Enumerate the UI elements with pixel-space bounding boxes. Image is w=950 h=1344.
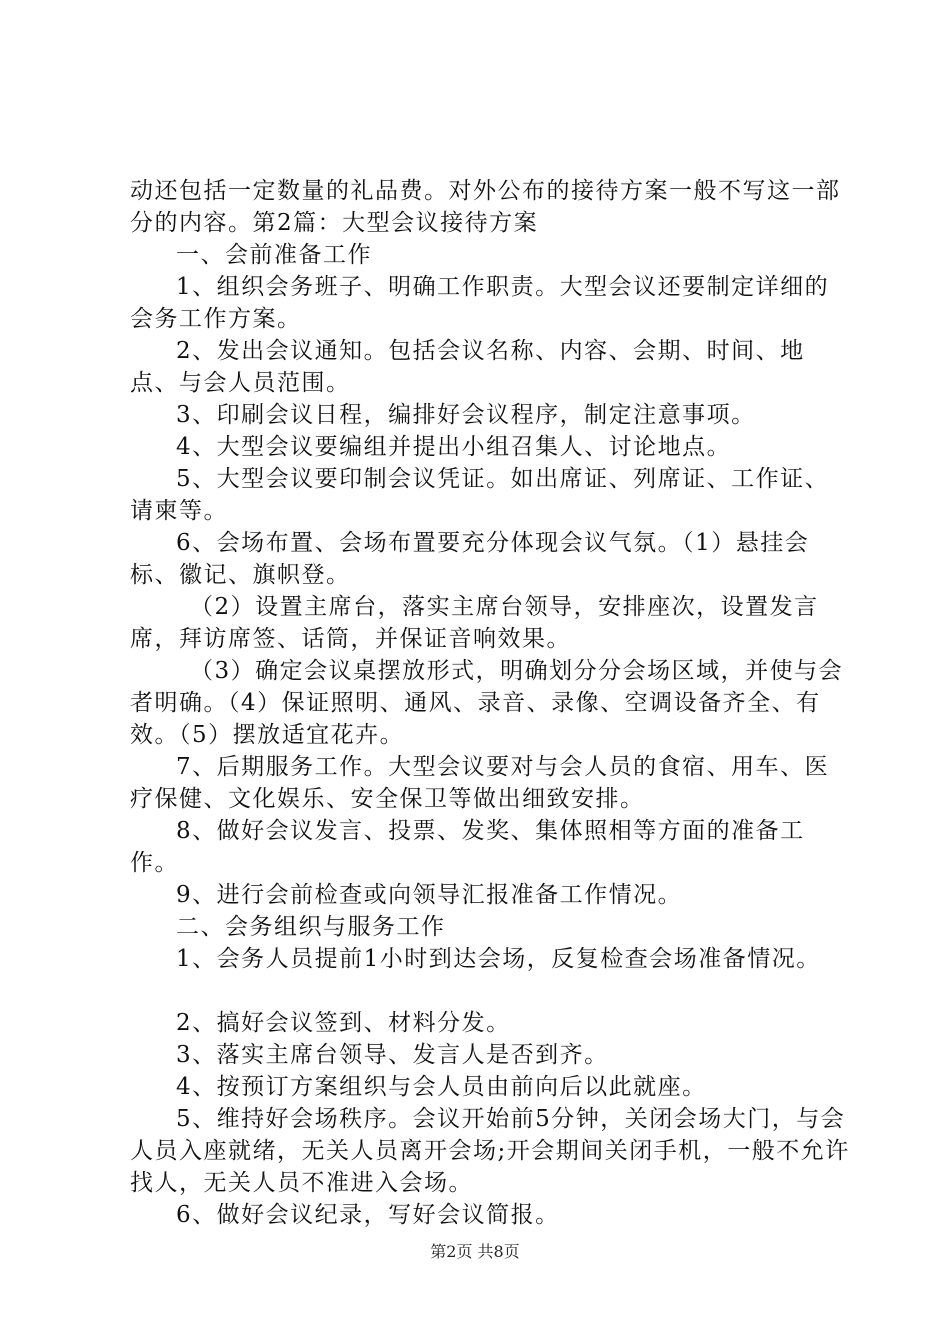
paragraph-item: 3、印刷会议日程，编排好会议程序，制定注意事项。 <box>176 402 756 428</box>
paragraph-item: 1、组织会务班子、明确工作职责。大型会议还要制定详细的会务工作方案。 <box>130 274 830 332</box>
paragraph-item: 5、大型会议要印制会议凭证。如出席证、列席证、工作证、请柬等。 <box>130 466 830 524</box>
paragraph-item: 2、发出会议通知。包括会议名称、内容、会期、时间、地点、与会人员范围。 <box>130 338 805 396</box>
page-number: 第2页 <box>430 1242 473 1261</box>
paragraph-item: 4、按预订方案组织与会人员由前向后以此就座。 <box>176 1074 707 1100</box>
section-heading-preparation: 一、会前准备工作 <box>176 242 372 268</box>
paragraph-item: 2、搞好会议签到、材料分发。 <box>176 1010 511 1036</box>
paragraph-sub-item: （3）确定会议桌摆放形式，明确划分分会场区域，并使与会者明确。（4）保证照明、通风、录音、录像、空调设备齐全、有效。（5）摆放适宜花卉。 <box>130 658 844 748</box>
document-body <box>130 175 852 1231</box>
page-footer <box>0 1242 950 1262</box>
paragraph-item: 8、做好会议发言、投票、发奖、集体照相等方面的准备工作。 <box>130 818 805 876</box>
page-total: 共8页 <box>477 1242 520 1261</box>
paragraph-intro: 动还包括一定数量的礼品费。对外公布的接待方案一般不写这一部分的内容。第2篇：大型会议接待方案 <box>130 178 841 236</box>
paragraph-item: 4、大型会议要编组并提出小组召集人、讨论地点。 <box>176 434 732 460</box>
paragraph-item: 9、进行会前检查或向领导汇报准备工作情况。 <box>176 882 683 908</box>
paragraph-item: 7、后期服务工作。大型会议要对与会人员的食宿、用车、医疗保健、文化娱乐、安全保卫等做出细致安排。 <box>130 754 830 812</box>
paragraph-sub-item: （2）设置主席台，落实主席台领导，安排座次，设置发言席，拜访席签、话筒，并保证音响效果。 <box>130 594 819 652</box>
paragraph-item: 1、会务人员提前1小时到达会场，反复检查会场准备情况。 <box>176 946 821 972</box>
paragraph-item: 5、维持好会场秩序。会议开始前5分钟，关闭会场大门，与会人员入座就绪，无关人员离开会场;开会期间关闭手机，一般不允许找人，无关人员不准进入会场。 <box>130 1106 850 1196</box>
paragraph-item: 6、会场布置、会场布置要充分体现会议气氛。（1）悬挂会标、徽记、旗帜登。 <box>130 530 810 588</box>
paragraph-item: 6、做好会议纪录，写好会议简报。 <box>176 1202 560 1228</box>
paragraph-item: 3、落实主席台领导、发言人是否到齐。 <box>176 1042 609 1068</box>
blank-line <box>130 975 852 1007</box>
section-heading-service: 二、会务组织与服务工作 <box>176 914 446 940</box>
